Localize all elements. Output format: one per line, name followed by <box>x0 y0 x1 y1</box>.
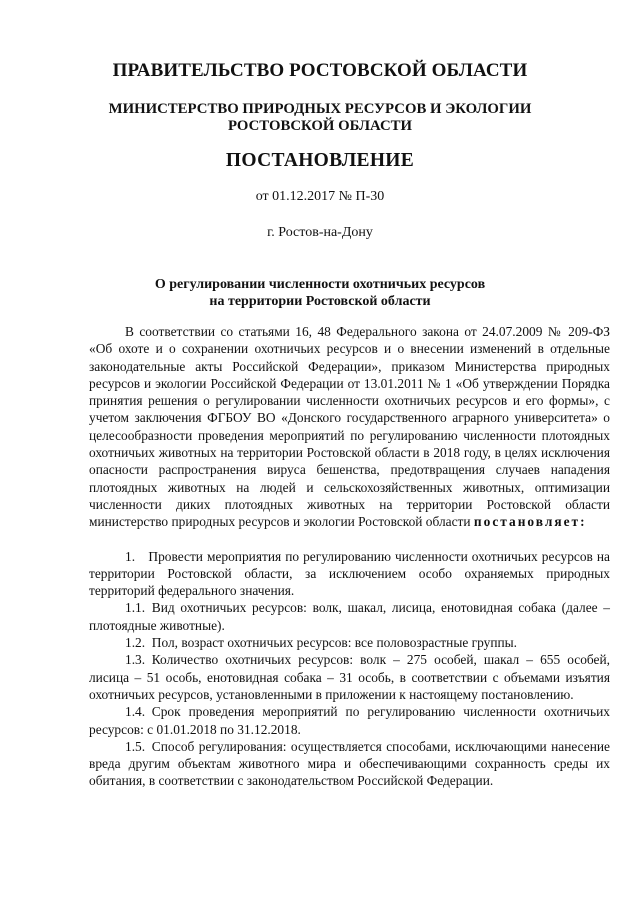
date-number: от 01.12.2017 № П-30 <box>255 189 385 204</box>
item-1-1: 1.1. Вид охотничьих ресурсов: волк, шакал, лисица, енотовидная собака (далее – плотоядные животные). <box>89 600 610 633</box>
preamble-text: В соответствии со статьями 16, 48 Федерального закона от 24.07.2009 № 209-ФЗ «Об охоте и о сохранении охотничьих ресурсов и о внесении изменений в отдельные законодательные акты Российской Федерации», приказом Министерства природных ресурсов и экологии Российской Федерации от 13.01.2011 № 1 «Об утверждении Порядка принятия решения о регулировании численности охотничьих ресурсов и его формы», с учетом заключения ФГБОУ ВО «Донского государственного аграрного университета» о целесообразности проведения мероприятий по регулированию численности плотоядных охотничьих животных на территории Ростовской области в 2018 году, в целях исключения опасности распространения вируса бешенства, предотвращения случаев нападения плотоядных животных на людей и сельскохозяйственных животных, оптимизации численности диких плотоядных животных на территории Ростовской области министерство природных ресурсов и экологии Ростовской области <box>89 324 610 530</box>
document-body <box>89 323 610 790</box>
document-type: ПОСТАНОВЛЕНИЕ <box>225 150 415 171</box>
item-1: 1. Провести мероприятия по регулированию численности охотничьих ресурсов на территории Ростовской области, за исключением особо охраняемых природных территорий федерального значения. <box>89 548 610 599</box>
item-1-4: 1.4. Срок проведения мероприятий по регулированию численности охотничьих ресурсов: с 01.01.2018 по 31.12.2018. <box>89 704 610 737</box>
city: г. Ростов-на-Дону <box>267 225 373 240</box>
resolves-word: постановляет: <box>473 514 587 530</box>
ministry-title-line1: МИНИСТЕРСТВО ПРИРОДНЫХ РЕСУРСОВ И ЭКОЛОГИИ <box>108 101 532 117</box>
preamble-paragraph <box>89 323 610 531</box>
subject-line1: О регулировании численности охотничьих ресурсов <box>154 277 486 292</box>
item-1-5: 1.5. Способ регулирования: осуществляется способами, исключающими нанесение вреда другим объектам животного мира и обеспечивающими сохранность среды их обитания, в соответствии с законодательством Российской Федерации. <box>89 738 610 789</box>
item-1-2: 1.2. Пол, возраст охотничьих ресурсов: все половозрастные группы. <box>125 635 517 651</box>
ministry-title-line2: РОСТОВСКОЙ ОБЛАСТИ <box>227 118 413 134</box>
ministry-title <box>0 101 640 135</box>
item-1-3: 1.3. Количество охотничьих ресурсов: волк – 275 особей, шакал – 655 особей, лисица – 51 особь, енотовидная собака – 31 особь, в соответствии с объемами изъятия охотничьих ресурсов, установленными в приложении к настоящему постановлению. <box>89 652 610 702</box>
subject-line2: на территории Ростовской области <box>209 294 431 309</box>
government-title: ПРАВИТЕЛЬСТВО РОСТОВСКОЙ ОБЛАСТИ <box>112 60 528 81</box>
subject-heading <box>0 276 640 310</box>
